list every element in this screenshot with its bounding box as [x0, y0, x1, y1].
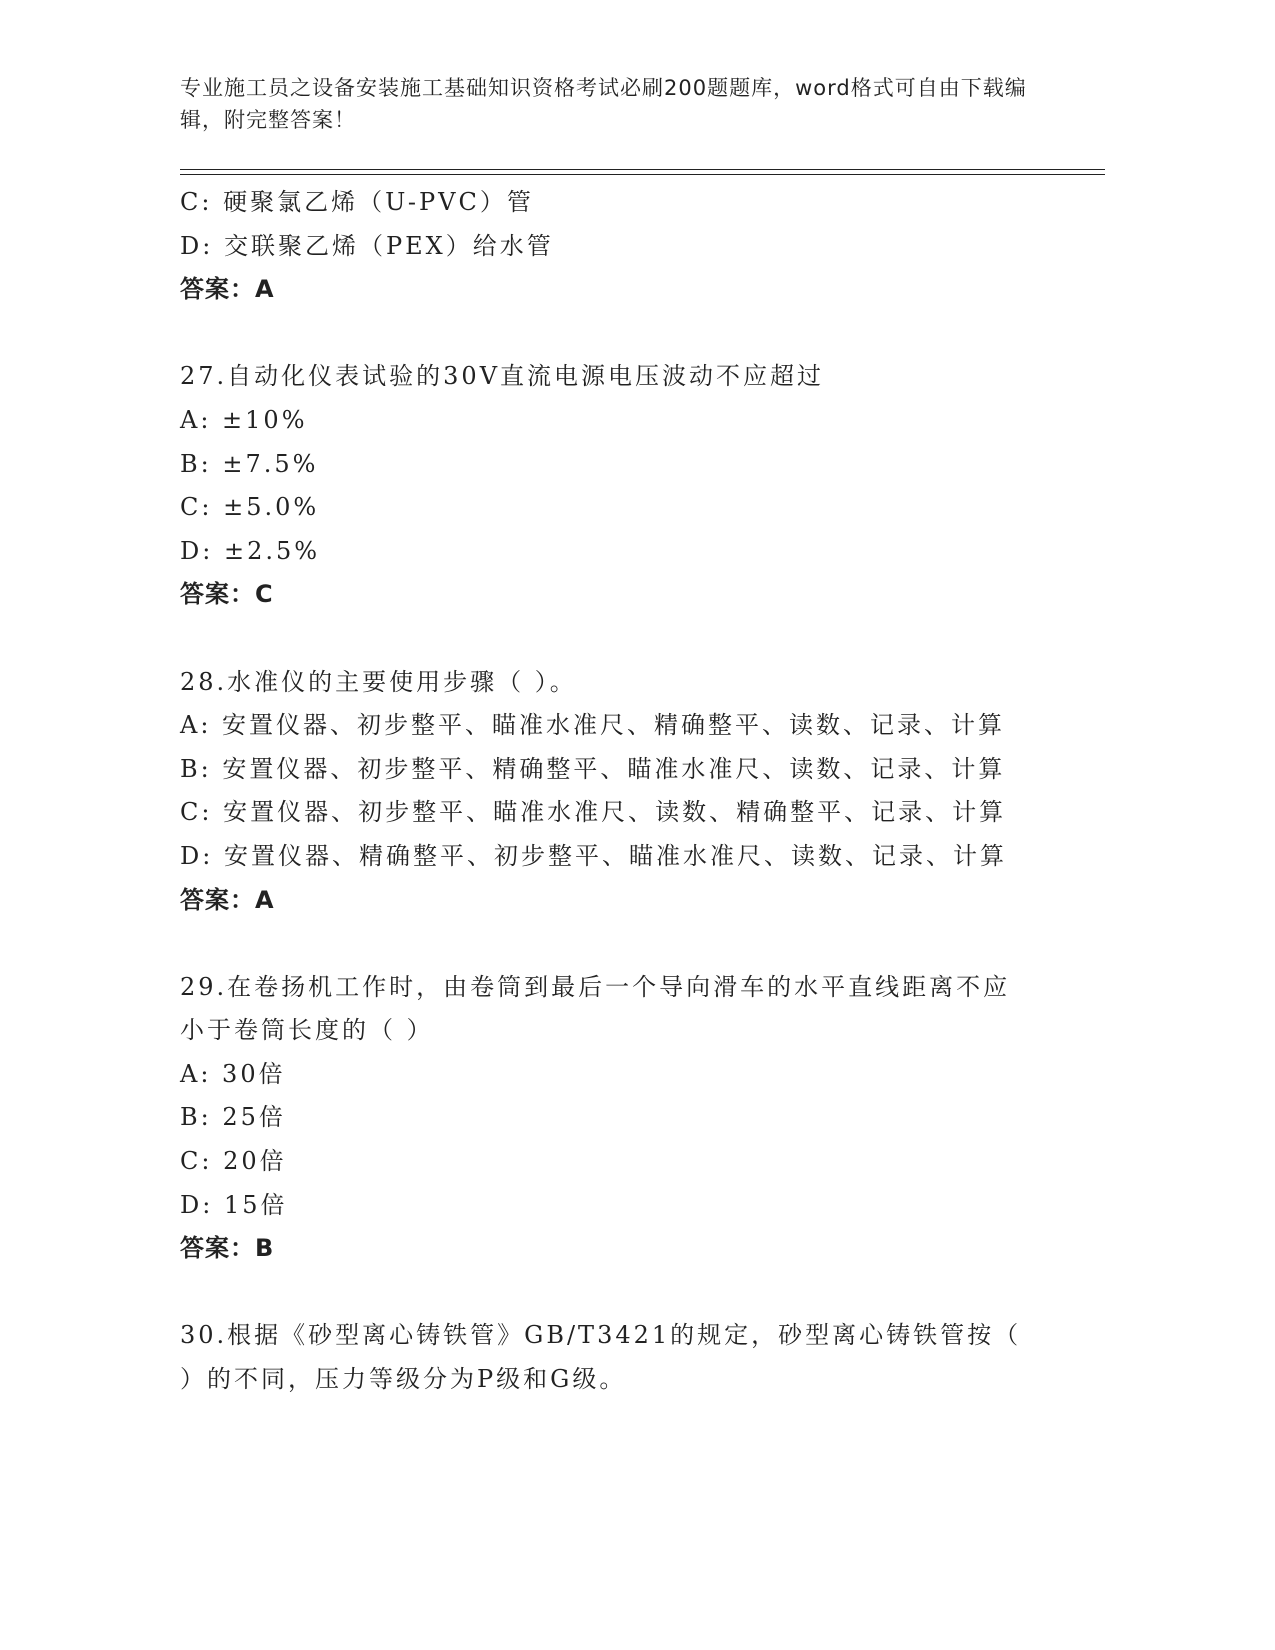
spacer — [180, 312, 1040, 356]
header-text: 专业施工员之设备安装施工基础知识资格考试必刷200题题库，word格式可自由下载编辑，附完整答案！ — [180, 76, 1027, 132]
q27-answer: 答案：C — [180, 580, 274, 609]
q29-answer: 答案：B — [180, 1234, 275, 1263]
q28-option-b: B: 安置仪器、初步整平、精确整平、瞄准水准尺、读数、记录、计算 — [180, 754, 1006, 783]
q30-stem-line2: ）的不同，压力等级分为P级和G级。 — [180, 1365, 627, 1394]
q26-option-d: D: 交联聚乙烯（PEX）给水管 — [180, 231, 554, 260]
q29-option-b: B: 25倍 — [180, 1103, 286, 1132]
spacer — [180, 922, 1040, 966]
q27-option-c: C: ±5.0% — [180, 493, 320, 522]
q29-option-c: C: 20倍 — [180, 1147, 287, 1176]
page-header — [180, 72, 1040, 136]
header-rule-bottom — [180, 174, 1105, 175]
q27-option-b: B: ±7.5% — [180, 449, 319, 478]
spacer — [180, 1271, 1040, 1315]
q26-option-c: C: 硬聚氯乙烯（U-PVC）管 — [180, 188, 534, 216]
q28-option-c: C: 安置仪器、初步整平、瞄准水准尺、读数、精确整平、记录、计算 — [180, 798, 1007, 827]
q27-option-a: A: ±10% — [180, 405, 308, 434]
q28-option-d: D: 安置仪器、精确整平、初步整平、瞄准水准尺、读数、记录、计算 — [180, 841, 1007, 870]
q29-option-d: D: 15倍 — [180, 1190, 288, 1219]
q28-answer: 答案：A — [180, 885, 275, 914]
q29-option-a: A: 30倍 — [180, 1059, 286, 1088]
q29-stem-line1: 29.在卷扬机工作时，由卷筒到最后一个导向滑车的水平直线距离不应 — [180, 972, 1011, 1001]
q27-option-d: D: ±2.5% — [180, 536, 321, 565]
spacer — [180, 617, 1040, 661]
q28-option-a: A: 安置仪器、初步整平、瞄准水准尺、精确整平、读数、记录、计算 — [180, 711, 1006, 740]
question-list — [180, 181, 1040, 1402]
q28-stem: 28.水准仪的主要使用步骤（ ）。 — [180, 667, 577, 696]
q29-stem-line2: 小于卷筒长度的（ ） — [180, 1016, 434, 1045]
q30-stem-line1: 30.根据《砂型离心铸铁管》GB/T3421的规定，砂型离心铸铁管按（ — [180, 1321, 1022, 1350]
q26-answer: 答案：A — [180, 275, 275, 304]
q27-stem: 27.自动化仪表试验的30V直流电源电压波动不应超过 — [180, 362, 825, 391]
header-rule-top — [180, 169, 1105, 170]
